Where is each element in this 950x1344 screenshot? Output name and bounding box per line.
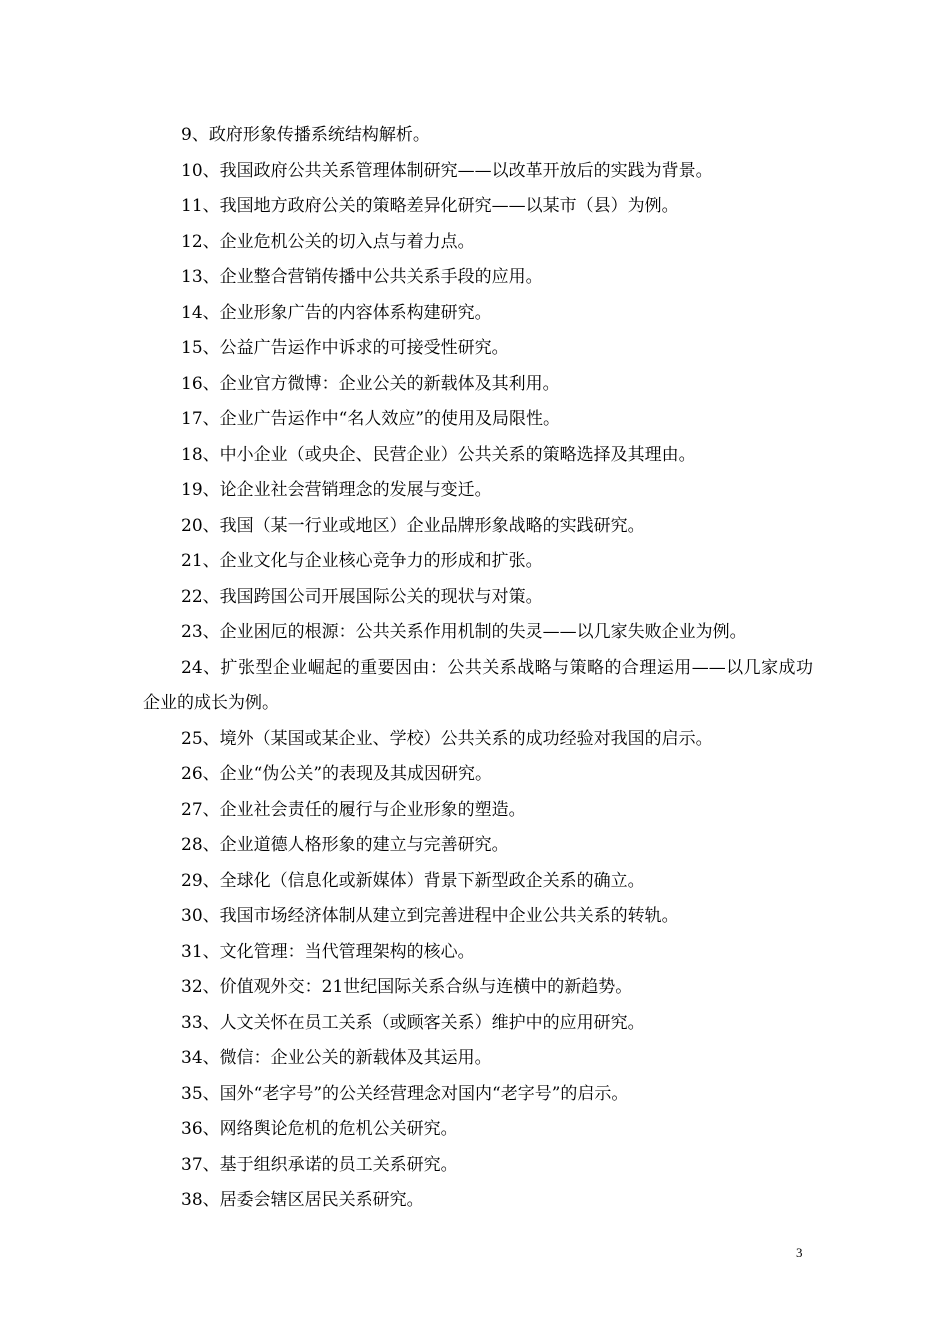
- list-item: 16、企业官方微博：企业公关的新载体及其利用。: [181, 373, 560, 394]
- list-item: 35、国外“老字号”的公关经营理念对国内“老字号”的启示。: [181, 1083, 629, 1104]
- list-item: 19、论企业社会营销理念的发展与变迁。: [181, 480, 492, 500]
- list-item: 34、微信：企业公关的新载体及其运用。: [181, 1048, 492, 1068]
- list-item: 26、企业“伪公关”的表现及其成因研究。: [181, 764, 493, 784]
- list-item: 37、基于组织承诺的员工关系研究。: [181, 1154, 458, 1175]
- list-item: 9、政府形象传播系统结构解析。: [181, 125, 430, 145]
- list-item: 10、我国政府公共关系管理体制研究——以改革开放后的实践为背景。: [181, 160, 713, 181]
- list-item: 27、企业社会责任的履行与企业形象的塑造。: [181, 799, 526, 820]
- page-number: 3: [796, 1245, 803, 1260]
- list-item: 18、中小企业（或央企、民营企业）公共关系的策略选择及其理由。: [181, 444, 696, 465]
- list-item: 38、居委会辖区居民关系研究。: [181, 1190, 424, 1210]
- list-item: 29、全球化（信息化或新媒体）背景下新型政企关系的确立。: [181, 870, 645, 891]
- list-item: 28、企业道德人格形象的建立与完善研究。: [181, 835, 509, 855]
- list-item: 30、我国市场经济体制从建立到完善进程中企业公共关系的转轨。: [181, 906, 679, 926]
- list-item: 31、文化管理：当代管理架构的核心。: [181, 941, 475, 962]
- list-item: 22、我国跨国公司开展国际公关的现状与对策。: [181, 586, 543, 607]
- list-item: 32、价值观外交：21世纪国际关系合纵与连横中的新趋势。: [181, 977, 633, 997]
- list-item: 20、我国（某一行业或地区）企业品牌形象战略的实践研究。: [181, 515, 645, 536]
- list-item: 15、公益广告运作中诉求的可接受性研究。: [181, 338, 509, 358]
- list-item: 24、扩张型企业崛起的重要因由：公共关系战略与策略的合理运用——以几家成功企业的成长为例。: [143, 657, 813, 713]
- list-item: 23、企业困厄的根源：公共关系作用机制的失灵——以几家失败企业为例。: [181, 622, 747, 642]
- list-item: 11、我国地方政府公关的策略差异化研究——以某市（县）为例。: [181, 196, 679, 216]
- list-item: 12、企业危机公关的切入点与着力点。: [181, 231, 475, 252]
- list-item: 21、企业文化与企业核心竞争力的形成和扩张。: [181, 551, 543, 571]
- list-item: 13、企业整合营销传播中公共关系手段的应用。: [181, 267, 543, 287]
- list-item: 14、企业形象广告的内容体系构建研究。: [181, 302, 492, 323]
- document-body: [143, 118, 813, 1219]
- list-item: 25、境外（某国或某企业、学校）公共关系的成功经验对我国的启示。: [181, 728, 713, 749]
- list-item: 33、人文关怀在员工关系（或顾客关系）维护中的应用研究。: [181, 1012, 645, 1033]
- list-item: 36、网络舆论危机的危机公关研究。: [181, 1119, 458, 1139]
- list-item: 17、企业广告运作中“名人效应”的使用及局限性。: [181, 409, 561, 429]
